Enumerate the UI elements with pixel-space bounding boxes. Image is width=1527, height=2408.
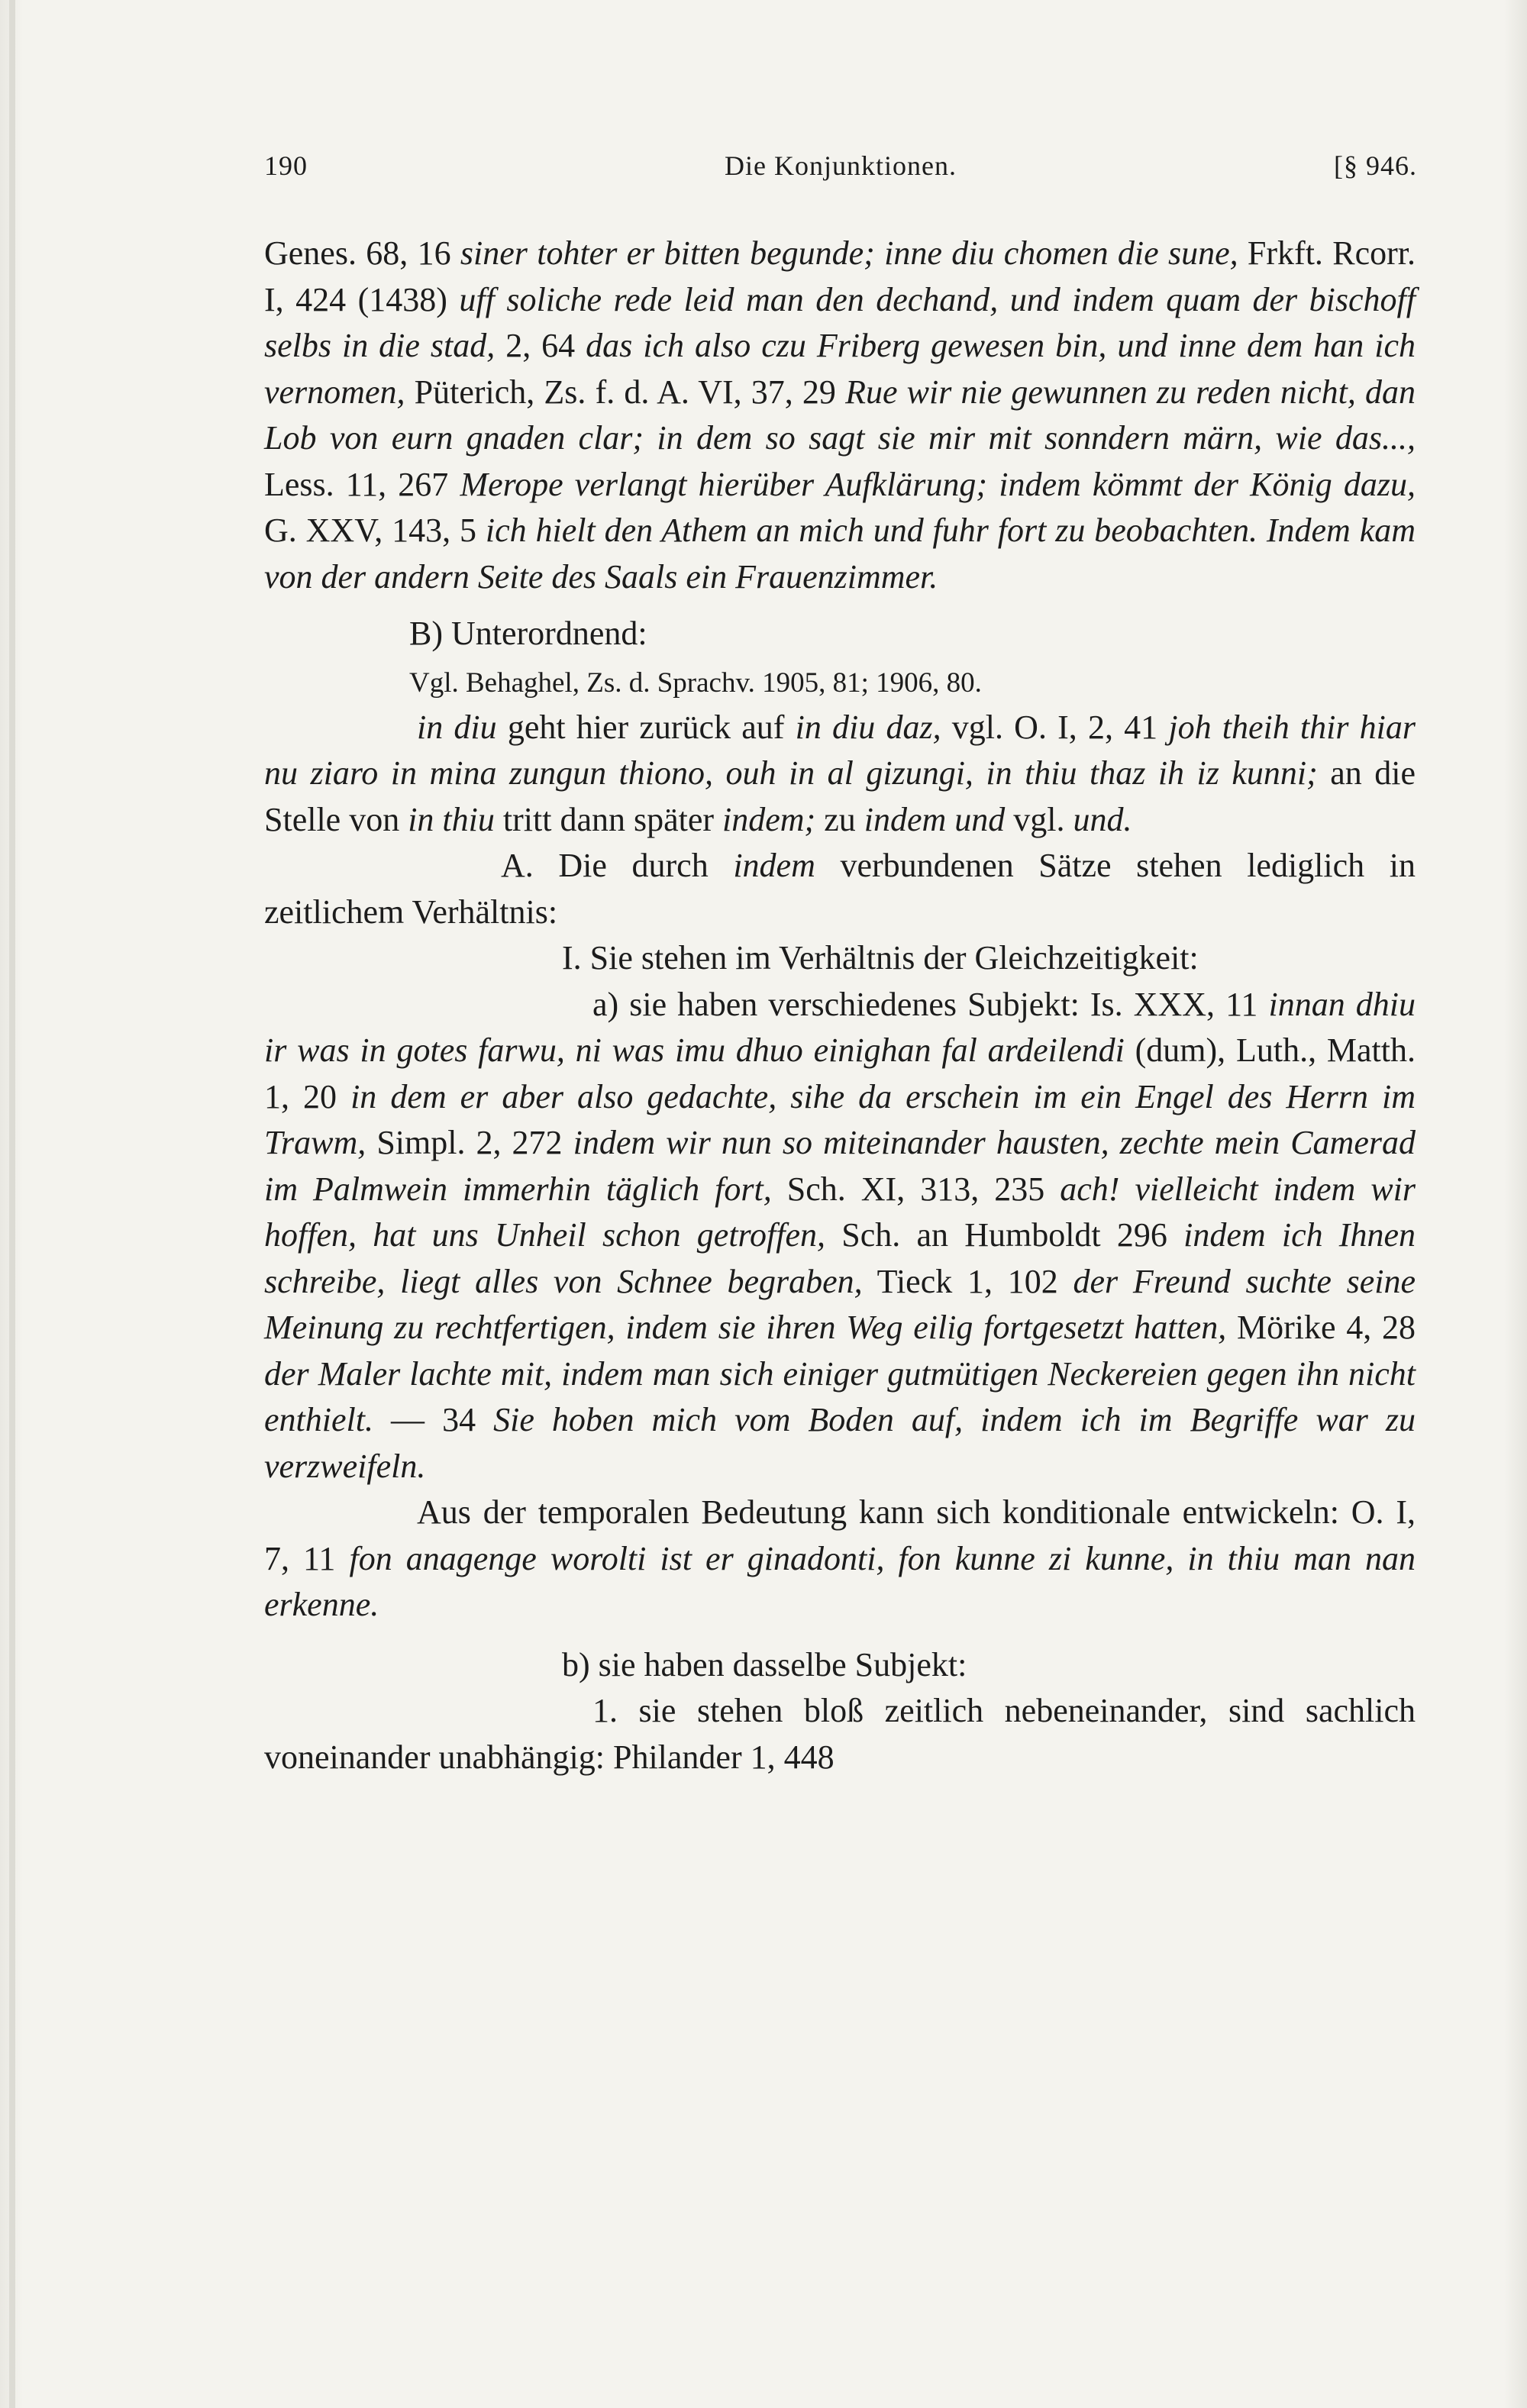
paragraph-genes-examples: Genes. 68, 16 siner tohter er bitten begunde; inne diu chomen die sune, Frkft. Rcorr. I, 424 (1438) uff soliche rede leid man den dechand, und indem quam der bischoff selbs in die stad, 2, 64 das ich also czu Friberg gewesen bin, und inne dem han ich vernomen, Püterich, Zs. f. d. A. VI, 37, 29 Rue wir nie gewunnen zu reden nicht, dan Lob von eurn gnaden clar; in dem so sagt sie mir mit sonndern märn, wie das..., Less. 11, 267 Merope verlangt hierüber Aufklärung; indem kömmt der König dazu, G. XXV, 143, 5 ich hielt den Athem an mich und fuhr fort zu beobachten. Indem kam von der andern Seite des Saals ein Frauenzimmer. [264,234,1416,596]
scan-edge-shadow [9,0,15,2408]
running-title: Die Konjunktionen. [725,150,957,181]
page-body [264,231,1416,1780]
running-header [264,150,1417,195]
page-number: 190 [264,150,308,181]
heading-unterordnend: B) Unterordnend: [409,615,647,652]
section-marker: [§ 946. [1334,150,1417,181]
spacer [264,1628,1416,1642]
paragraph-konditional: Aus der temporalen Bedeutung kann sich konditionale entwickeln: O. I, 7, 11 fon anagenge worolti ist er ginadonti, fon kunne zi kunne, in thiu man nan erkenne. [264,1493,1416,1623]
paragraph-in-diu: in diu geht hier zurück auf in diu daz, vgl. O. I, 2, 41 joh theih thir hiar nu ziaro in mina zungun thiono, ouh in al gizungi, in thiu thaz ih iz kunni; an die Stelle von in thiu tritt dann später indem; zu indem und vgl. und. [264,708,1416,838]
paragraph-section-i: I. Sie stehen im Verhältnis der Gleichzeitigkeit: [562,939,1199,976]
paragraph-section-b-lower: b) sie haben dasselbe Subjekt: [562,1645,967,1683]
reference-behaghel: Vgl. Behaghel, Zs. d. Sprachv. 1905, 81; 1906, 80. [409,667,982,699]
paragraph-section-a-lower: a) sie haben verschiedenes Subjekt: Is. XXX, 11 innan dhiu ir was in gotes farwu, ni was imu dhuo einighan fal ardeilendi (dum), Luth., Matth. 1, 20 in dem er aber also gedachte, sihe da erschein im ein Engel des Herrn im Trawm, Simpl. 2, 272 indem wir nun so miteinander hausten, zechte mein Camerad im Palmwein immerhin täglich fort, Sch. XI, 313, 235 ach! vielleicht indem wir hoffen, hat uns Unheil schon getroffen, Sch. an Humboldt 296 indem ich Ihnen schreibe, liegt alles von Schnee begraben, Tieck 1, 102 der Freund suchte seine Meinung zu rechtfertigen, indem sie ihren Weg eilig fortgesetzt hatten, Mörike 4, 28 der Maler lachte mit, indem man sich einiger gutmütigen Neckereien gegen ihn nicht enthielt. — 34 Sie hoben mich vom Boden auf, indem ich im Begriffe war zu verzweifeln. [264,985,1416,1485]
paragraph-section-a: A. Die durch indem verbundenen Sätze stehen lediglich in zeitlichem Verhältnis: [264,847,1416,931]
paragraph-section-1: 1. sie stehen bloß zeitlich nebeneinander, sind sachlich voneinander unabhängig: Philander 1, 448 [264,1692,1416,1776]
